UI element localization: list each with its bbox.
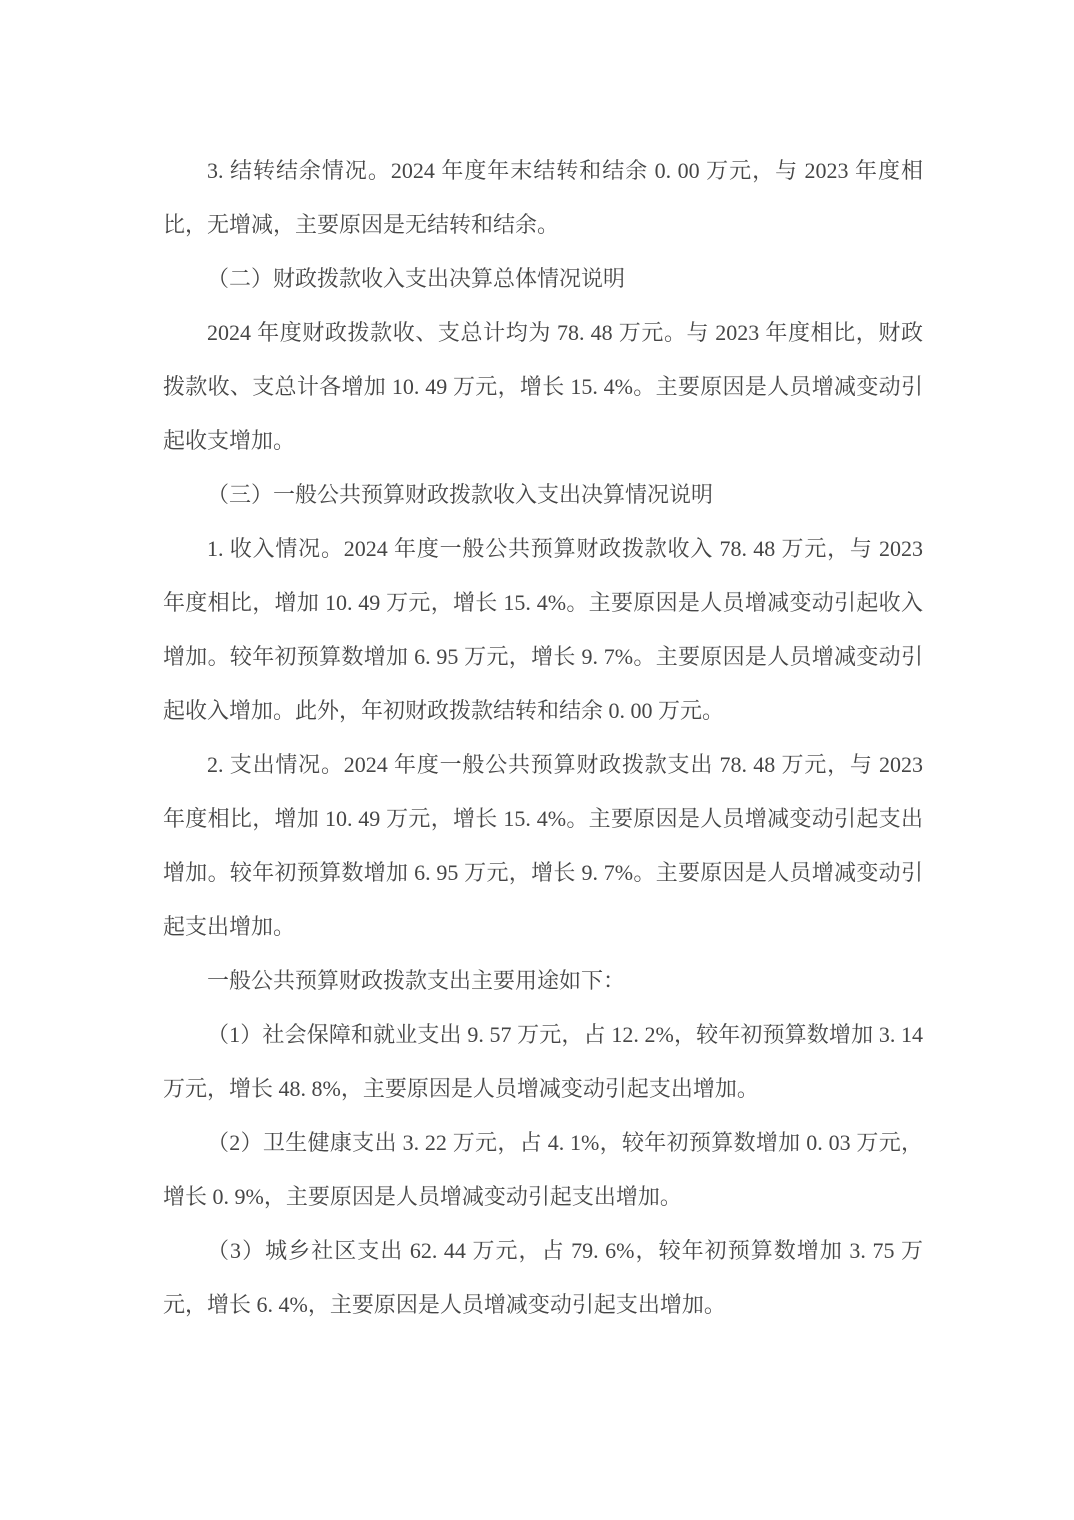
document-body [163,144,923,1332]
para-fiscal-appropriation-total: 2024 年度财政拨款收、支总计均为 78. 48 万元。与 2023 年度相比，财政拨款收、支总计各增加 10. 49 万元，增长 15. 4%。主要原因是人员增减变动引起收支增加。 [163,320,923,453]
para-carryover-balance: 3. 结转结余情况。2024 年度年末结转和结余 0. 00 万元，与 2023 年度相比，无增减，主要原因是无结转和结余。 [163,158,923,237]
para-expenditure-usage-intro: 一般公共预算财政拨款支出主要用途如下： [207,968,626,993]
para-expenditure-situation: 2. 支出情况。2024 年度一般公共预算财政拨款支出 78. 48 万元，与 2023 年度相比，增加 10. 49 万元，增长 15. 4%。主要原因是人员增减变动引起支出增加。较年初预算数增加 6. 95 万元，增长 9. 7%。主要原因是人员增减变动引起支出增加。 [163,752,923,939]
heading-section-3-general-public-budget-detail: （三）一般公共预算财政拨款收入支出决算情况说明 [207,482,714,507]
para-item-1-social-security-employment: （1）社会保障和就业支出 9. 57 万元，占 12. 2%，较年初预算数增加 3. 14 万元，增长 48. 8%，主要原因是人员增减变动引起支出增加。 [163,1022,923,1101]
para-item-3-urban-rural-community: （3）城乡社区支出 62. 44 万元，占 79. 6%，较年初预算数增加 3. 75 万元，增长 6. 4%，主要原因是人员增减变动引起支出增加。 [163,1238,923,1317]
para-revenue-situation: 1. 收入情况。2024 年度一般公共预算财政拨款收入 78. 48 万元，与 2023 年度相比，增加 10. 49 万元，增长 15. 4%。主要原因是人员增减变动引起收入增加。较年初预算数增加 6. 95 万元，增长 9. 7%。主要原因是人员增减变动引起收入增加。此外，年初财政拨款结转和结余 0. 00 万元。 [163,536,923,723]
para-item-2-health: （2）卫生健康支出 3. 22 万元，占 4. 1%，较年初预算数增加 0. 03 万元，增长 0. 9%，主要原因是人员增减变动引起支出增加。 [163,1130,923,1209]
heading-section-2-fiscal-appropriation-overview: （二）财政拨款收入支出决算总体情况说明 [207,266,626,291]
